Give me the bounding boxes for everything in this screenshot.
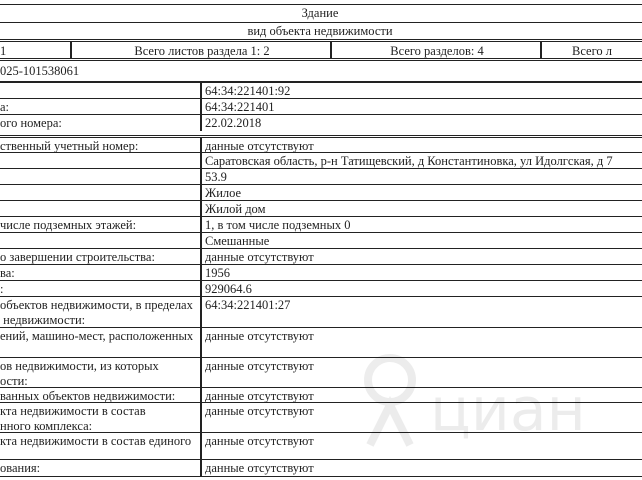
row-value: данные отсутствуют	[200, 328, 642, 357]
record-number: 025-101538061	[0, 64, 80, 78]
total-sections: Всего разделов: 4	[330, 42, 542, 58]
row-value: 64:34:221401:27	[200, 297, 642, 327]
row-value: данные отсутствуют	[200, 433, 642, 459]
table-row	[0, 402, 642, 432]
row-label: ого номера:	[0, 116, 62, 130]
row-value: 53.9	[200, 169, 642, 184]
row-value: данные отсутствуют	[200, 403, 642, 432]
object-type-caption-row	[0, 22, 642, 40]
row-label: объектов недвижимости, в пределах недвижимости:	[0, 298, 193, 327]
table-row	[0, 264, 642, 280]
table-row	[0, 168, 642, 184]
row-label: ений, машино-мест, расположенных	[0, 329, 194, 343]
table-row	[0, 459, 642, 477]
row-label: ования:	[0, 461, 41, 475]
table-row	[0, 357, 642, 387]
row-value: Жилое	[200, 185, 642, 200]
table-row	[0, 200, 642, 216]
row-label: ванных объектов недвижимости:	[0, 389, 176, 403]
row-value: данные отсутствуют	[200, 138, 642, 152]
table-row	[0, 432, 642, 459]
row-label: кта недвижимости в состав единого	[0, 434, 192, 448]
row-label	[0, 233, 200, 248]
table-row	[0, 280, 642, 296]
row-value: 1, в том числе подземных 0	[200, 217, 642, 232]
record-number-row	[0, 61, 642, 81]
sheets-in-section: Всего листов раздела 1: 2	[70, 42, 332, 58]
row-value: Саратовская область, р-н Татищевский, д Константиновка, ул Идолгская, д 7	[200, 153, 642, 168]
table-row	[0, 296, 642, 327]
row-label	[0, 153, 200, 168]
row-label: ва:	[0, 266, 15, 280]
table-row	[0, 327, 642, 357]
row-value: 1956	[200, 265, 642, 280]
row-label: :	[0, 282, 4, 296]
row-value: данные отсутствуют	[200, 460, 642, 476]
row-value: Жилой дом	[200, 201, 642, 216]
row-value: 64:34:221401:92	[200, 83, 642, 98]
row-value: 929064.6	[200, 281, 642, 296]
table-row	[0, 387, 642, 402]
total-sheets: Всего л	[540, 42, 642, 58]
sheet-number: 1	[0, 44, 7, 58]
row-label	[0, 169, 200, 184]
table-row	[0, 114, 642, 131]
object-type-row	[0, 4, 642, 22]
row-label	[0, 185, 200, 200]
table-row	[0, 248, 642, 264]
row-value: данные отсутствуют	[200, 358, 642, 387]
table-row	[0, 152, 642, 168]
object-type-caption: вид объекта недвижимости	[247, 24, 393, 38]
row-value: данные отсутствуют	[200, 249, 642, 264]
table-row	[0, 135, 642, 152]
row-label: числе подземных этажей:	[0, 218, 137, 232]
row-label: а:	[0, 100, 10, 114]
table-row	[0, 216, 642, 232]
sheets-row	[0, 39, 642, 61]
svg-text:циан: циан	[430, 375, 586, 445]
row-label: ов недвижимости, из которых ости:	[0, 359, 159, 388]
table-row	[0, 184, 642, 200]
row-label	[0, 83, 200, 98]
row-value: Смешанные	[200, 233, 642, 248]
table-row	[0, 98, 642, 114]
table-row	[0, 81, 642, 98]
row-label: ственный учетный номер:	[0, 139, 139, 153]
row-label	[0, 201, 200, 216]
row-value: 64:34:221401	[200, 99, 642, 114]
row-value: данные отсутствуют	[200, 388, 642, 402]
row-label: о завершении строительства:	[0, 250, 155, 264]
row-value: 22.02.2018	[200, 115, 642, 131]
table-row	[0, 232, 642, 248]
object-type: Здание	[301, 6, 339, 20]
row-label: кта недвижимости в состав нного комплекса:	[0, 404, 146, 433]
